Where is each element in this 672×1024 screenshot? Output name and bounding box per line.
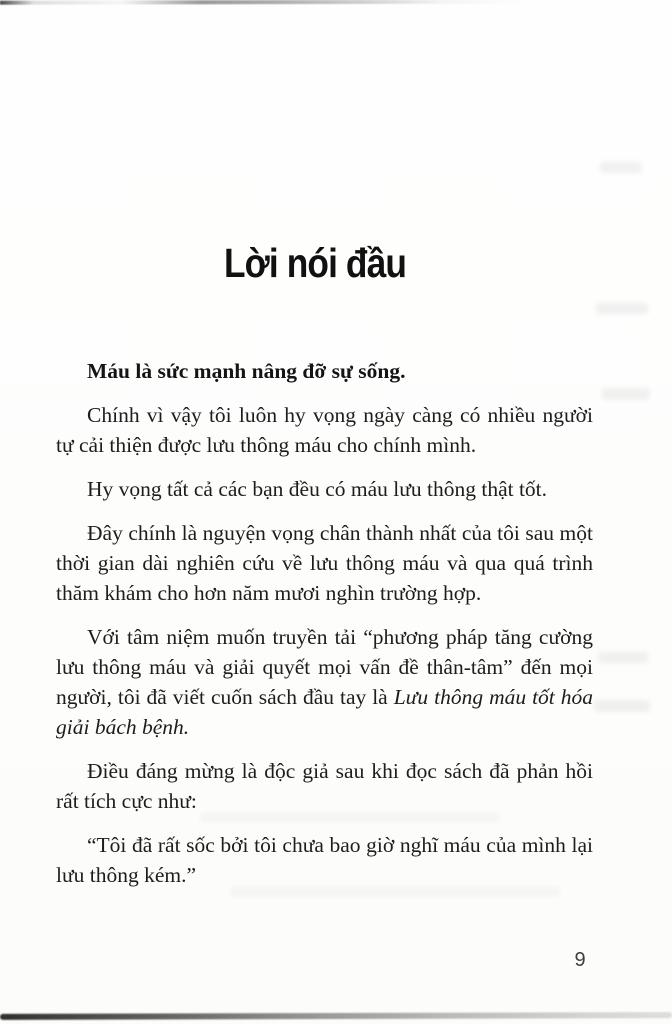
body-text	[56, 356, 593, 904]
paragraph	[56, 518, 593, 608]
paragraph	[56, 474, 593, 504]
paragraph-text: Máu là sức mạnh nâng đỡ sự sống.	[87, 359, 406, 383]
paragraph-text: Với tâm niệm muốn truyền tải “phương pháp tăng cường lưu thông máu và giải quyết mọi vấn đề thân-tâm” đến mọi người, tôi đã viết cuốn sách đầu tay là	[56, 625, 593, 709]
bleed-through-artifact	[600, 162, 642, 173]
paragraph-text: Điều đáng mừng là độc giả sau khi đọc sách đã phản hồi rất tích cực như:	[56, 759, 593, 813]
bleed-through-artifact	[598, 652, 648, 663]
paragraph	[56, 830, 593, 890]
paragraph-text: Hy vọng tất cả các bạn đều có máu lưu thông thật tốt.	[87, 477, 548, 501]
paragraph-text: Chính vì vậy tôi luôn hy vọng ngày càng có nhiều người tự cải thiện được lưu thông máu cho chính mình.	[56, 403, 593, 457]
bleed-through-artifact	[594, 700, 650, 712]
book-title-italic: Lưu thông máu tốt hóa giải bách bệnh.	[56, 685, 594, 739]
paragraph	[56, 756, 593, 816]
paragraph-text: Đây chính là nguyện vọng chân thành nhất của tôi sau một thời gian dài nghiên cứu về lưu thông máu và qua quá trình thăm khám cho hơn năm mươi nghìn trường hợp.	[56, 521, 593, 605]
page-number: 9	[574, 949, 586, 971]
paragraph	[56, 400, 593, 460]
paragraph	[56, 622, 593, 742]
scan-edge-top	[0, 0, 672, 5]
bleed-through-artifact	[596, 303, 648, 314]
paragraph-text: “Tôi đã rất sốc bởi tôi chưa bao giờ nghĩ máu của mình lại lưu thông kém.”	[56, 833, 593, 887]
bleed-through-artifact	[602, 388, 650, 400]
page-title: Lời nói đầu	[223, 240, 407, 287]
scan-edge-bottom	[0, 1012, 672, 1020]
lead-paragraph	[56, 356, 593, 386]
